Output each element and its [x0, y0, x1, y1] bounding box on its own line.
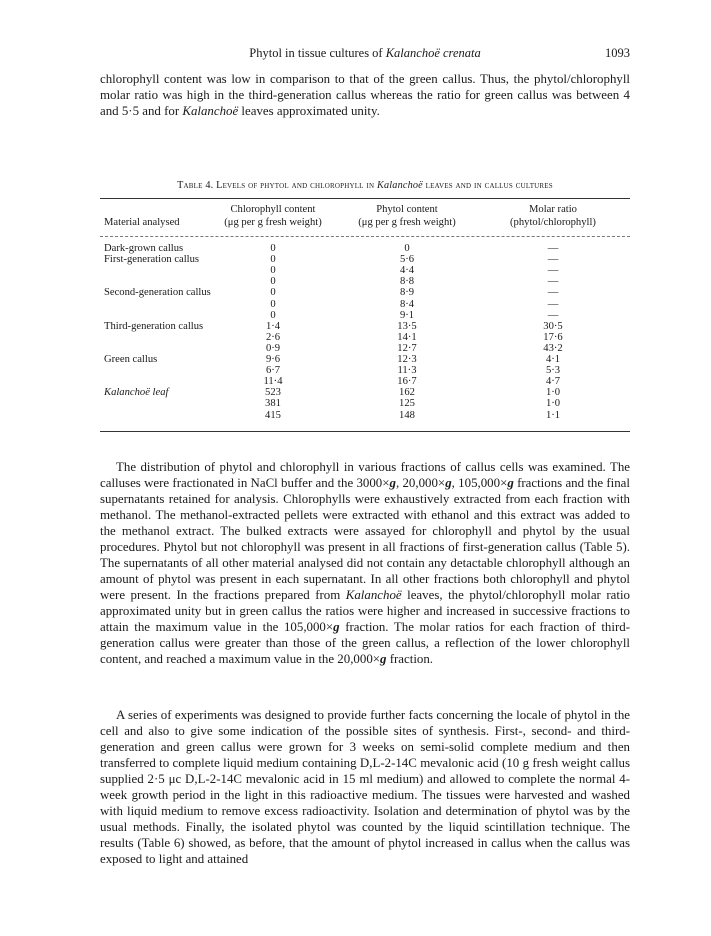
- table-cell-chlorophyll: 2·6: [265, 331, 281, 343]
- table-cell-chlorophyll: 415: [265, 409, 281, 421]
- table-cell-phytol: 8·8: [399, 276, 415, 288]
- table-cell-material: Dark-grown callus: [104, 243, 184, 254]
- data-table: [100, 198, 630, 438]
- header-material: Material analysed: [104, 217, 180, 228]
- table-cell-phytol: 125: [399, 398, 415, 410]
- paragraph-distribution: The distribution of phytol and chlorophyll in various fractions of callus cells was examined. The calluses were fractionated in NaCl buffer and the 3000×g, 20,000×g, 105,000×g fractions and the final supernatants retained for analysis. Chlorophylls were exhaustively extracted from each fraction with methanol. The methanol-extracted pellets were extracted with ethanol and this extract was added to the methanol extract. The bulked extracts were assayed for chlorophyll and phytol by the usual procedures. Phytol but not chlorophyll was present in all fractions of first-generation callus (Table 5). The supernatants of all other material analysed did not contain any detactable chlorophyll although an amount of phytol was present in each supernatant. In all other fractions both chlorophyll and phytol were present. In the fractions prepared from Kalanchoë leaves, the phytol/chlorophyll molar ratio approximated unity but in green callus the ratios were higher and increased in successive fractions to attain the maximum value in the 105,000×g fraction. The molar ratios for each fraction of third-generation callus were greater than those of the green callus, a reflection of the lower chlorophyll content, and reached a maximum value in the 20,000×g fraction.: [100, 460, 630, 666]
- table-top-rule: [100, 198, 630, 199]
- table-cell-ratio: 5·3: [545, 365, 561, 377]
- table-cell-ratio: —: [547, 243, 559, 254]
- table-cell-ratio: 43·2: [543, 342, 563, 354]
- table-cell-ratio: —: [547, 287, 559, 299]
- table-cell-ratio: 30·5: [543, 320, 563, 332]
- table-cell-ratio: —: [547, 276, 559, 288]
- table-cell-ratio: 1·0: [545, 398, 561, 410]
- table-cell-ratio: 17·6: [543, 331, 563, 343]
- table-cell-phytol: 162: [399, 387, 415, 399]
- table-cell-material: Second-generation callus: [104, 287, 211, 299]
- table-cell-phytol: 148: [399, 409, 415, 421]
- table-cell-phytol: 5·6: [399, 254, 415, 266]
- table-bottom-rule: [100, 431, 630, 432]
- header-phytol: Phytol content (μg per g fresh weight): [358, 204, 456, 228]
- table-cell-ratio: —: [547, 298, 559, 310]
- table-cell-material: Green callus: [104, 354, 158, 365]
- table-cell-chlorophyll: 0: [270, 287, 276, 299]
- table-cell-chlorophyll: 0: [270, 298, 276, 310]
- table-cell-chlorophyll: 0: [270, 276, 276, 288]
- table-cell-phytol: 12·3: [397, 354, 417, 365]
- table-cell-phytol: 8·4: [399, 298, 415, 310]
- table-cell-chlorophyll: 9·6: [265, 354, 281, 365]
- paragraph-experiments: A series of experiments was designed to provide further facts concerning the locale of phytol in the cell and also to give some indication of the possible sites of synthesis. First-, second- and third-generation and green callus were grown for 3 weeks on semi-solid complete medium and then transferred to complete liquid medium containing D,L-2-14C mevalonic acid (10 g fresh weight callus supplied 2·5 μc D,L-2-14C mevalonic acid in 15 ml medium) and allowed to complete the normal 4-week growth period in the light in this radioactive medium. The tissues were harvested and washed with liquid medium to remove excess radioactivity. Isolation and determination of phytol was by the usual methods. Finally, the isolated phytol was counted by the liquid scintillation technique. The results (Table 6) showed, as before, that the amount of phytol increased in callus when the callus was exposed to light and attained: [100, 708, 630, 866]
- table-cell-chlorophyll: 6·7: [265, 365, 281, 377]
- table-cell-phytol: 16·7: [397, 376, 417, 388]
- table-cell-chlorophyll: 0: [270, 309, 276, 321]
- table-cell-ratio: 4·1: [545, 354, 561, 365]
- table-cell-chlorophyll: 381: [265, 398, 281, 410]
- table-cell-chlorophyll: 11·4: [263, 376, 283, 388]
- table-cell-material: Kalanchoë leaf: [104, 387, 169, 399]
- table-cell-ratio: —: [547, 265, 559, 277]
- table-cell-chlorophyll: 1·4: [265, 320, 281, 332]
- table-cell-phytol: 4·4: [399, 265, 415, 277]
- table-cell-chlorophyll: 0: [270, 254, 276, 266]
- page-number: 1093: [605, 46, 630, 60]
- table-cell-phytol: 14·1: [397, 331, 417, 343]
- table-cell-chlorophyll: 0: [270, 265, 276, 277]
- table-cell-phytol: 8·9: [399, 287, 415, 299]
- table-cell-material: Third-generation callus: [104, 320, 204, 332]
- running-title: Phytol in tissue cultures of Kalanchoë crenata: [249, 46, 481, 60]
- header-chlorophyll: Chlorophyll content (μg per g fresh weight): [224, 204, 322, 228]
- table-cell-chlorophyll: 0: [270, 243, 276, 254]
- table-cell-ratio: 4·7: [545, 376, 561, 388]
- table-cell-phytol: 9·1: [399, 309, 415, 321]
- table-cell-phytol: 11·3: [397, 365, 417, 377]
- table-cell-ratio: —: [547, 309, 559, 321]
- table-cell-phytol: 13·5: [397, 320, 417, 332]
- header-molar-ratio: Molar ratio (phytol/chlorophyll): [510, 204, 596, 228]
- table-cell-ratio: 1·1: [545, 409, 561, 421]
- running-header: [100, 46, 630, 66]
- table-cell-ratio: —: [547, 254, 559, 266]
- table-cell-chlorophyll: 523: [265, 387, 281, 399]
- paragraph-intro: chlorophyll content was low in comparison to that of the green callus. Thus, the phytol/chlorophyll molar ratio was high in the third-generation callus whereas the ratio for green callus was between 4 and 5·5 and for Kalanchoë leaves approximated unity.: [100, 72, 630, 118]
- table-caption: Table 4. Levels of phytol and chlorophyll in Kalanchoë leaves and in callus cultures: [177, 180, 553, 191]
- table-header-rule: [100, 236, 630, 237]
- table-cell-ratio: 1·0: [545, 387, 561, 399]
- table-cell-chlorophyll: 0·9: [265, 342, 281, 354]
- table-cell-phytol: 12·7: [397, 342, 417, 354]
- table-cell-material: First-generation callus: [104, 254, 200, 266]
- table-cell-phytol: 0: [404, 243, 410, 254]
